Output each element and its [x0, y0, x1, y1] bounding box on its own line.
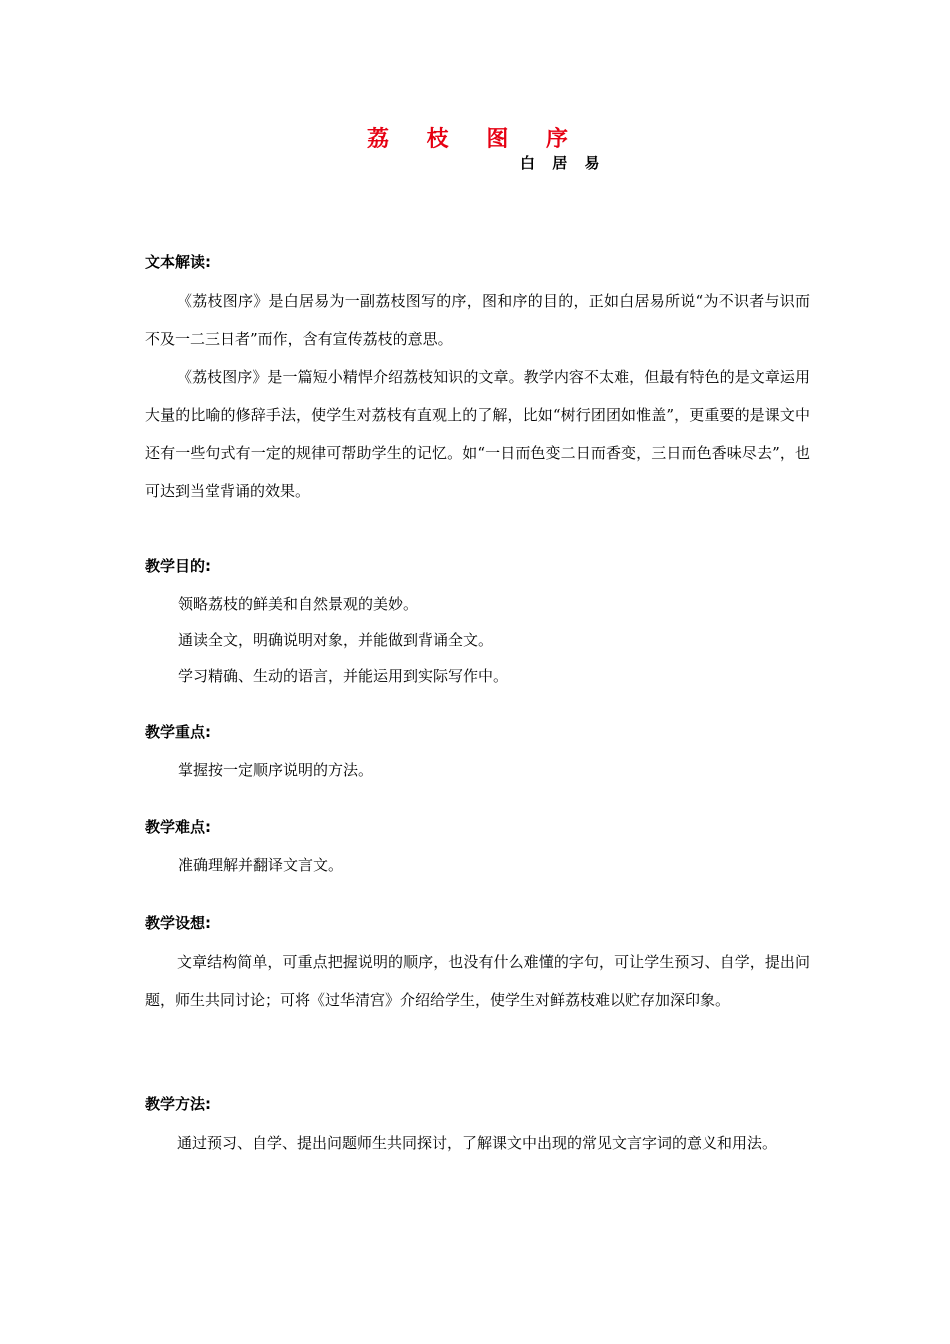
list-item: 通读全文，明确说明对象，并能做到背诵全文。 — [178, 631, 494, 649]
section-teaching-goals — [145, 556, 810, 694]
document-title: 荔 枝 图 序 — [367, 127, 583, 152]
section-heading: 教学难点: — [145, 818, 211, 836]
section-heading: 文本解读: — [145, 253, 211, 271]
paragraph: 《荔枝图序》是一篇短小精悍介绍荔枝知识的文章。教学内容不太难，但最有特色的是文章运用大量的比喻的修辞手法，使学生对荔枝有直观上的了解，比如“树行团团如惟盖”，更重要的是课文中还有一些句式有一定的规律可帮助学生的记忆。如“一日而色变二日而香变，三日而色香味尽去”，也可达到当堂背诵的效果。 — [145, 368, 810, 500]
paragraph: 通过预习、自学、提出问题师生共同探讨，了解课文中出现的常见文言字词的意义和用法。 — [177, 1134, 778, 1152]
section-heading: 教学目的: — [145, 557, 211, 575]
section-heading: 教学重点: — [145, 723, 211, 741]
section-difficulties — [145, 817, 810, 883]
section-teaching-method — [145, 1094, 810, 1162]
list-item: 领略荔枝的鲜美和自然景观的美妙。 — [178, 595, 419, 613]
list-item: 学习精确、生动的语言，并能运用到实际写作中。 — [178, 667, 509, 685]
section-heading: 教学方法: — [145, 1095, 211, 1113]
section-heading: 教学设想: — [145, 914, 211, 932]
section-key-points — [145, 722, 810, 788]
list-item: 掌握按一定顺序说明的方法。 — [178, 761, 374, 779]
list-item: 准确理解并翻译文言文。 — [178, 856, 344, 874]
section-teaching-design — [145, 913, 810, 1019]
section-text-reading — [145, 252, 810, 510]
paragraph: 文章结构简单，可重点把握说明的顺序，也没有什么难懂的字句，可让学生预习、自学，提出问题，师生共同讨论；可将《过华清宫》介绍给学生，使学生对鲜荔枝难以贮存加深印象。 — [145, 953, 810, 1009]
document-author: 白 居 易 — [520, 154, 606, 172]
paragraph: 《荔枝图序》是白居易为一副荔枝图写的序，图和序的目的，正如白居易所说“为不识者与识而不及一二三日者”而作，含有宣传荔枝的意思。 — [145, 292, 810, 348]
